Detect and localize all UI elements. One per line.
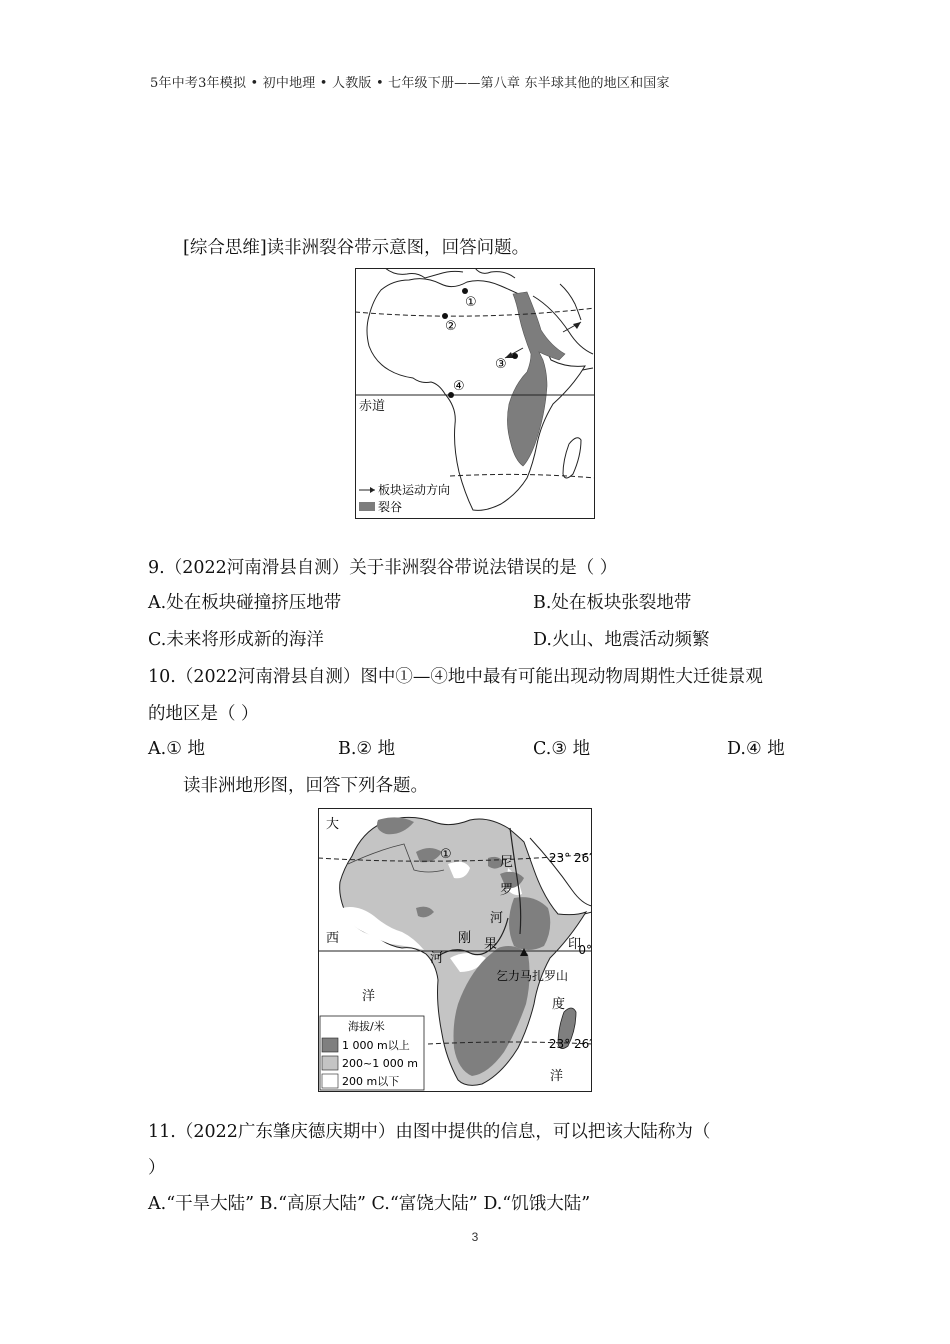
legend-arrow-label: 板块运动方向 xyxy=(378,483,451,497)
intro-terrain-map: 读非洲地形图，回答下列各题。 xyxy=(183,776,428,796)
intro-rift-map: [综合思维]读非洲裂谷带示意图，回答问题。 xyxy=(183,238,530,258)
marker-label-1: ① xyxy=(465,295,477,310)
terrain-map xyxy=(318,808,592,1092)
marker-label-3: ③ xyxy=(495,357,507,372)
marker-dot-1 xyxy=(462,288,468,294)
marker-dot-3 xyxy=(512,353,518,359)
q9-option-b[interactable]: B.处在板块张裂地带 xyxy=(533,593,692,613)
equator-label: 赤道 xyxy=(359,399,386,414)
q11-stem-line2: ） xyxy=(148,1158,166,1178)
congo-char-3: 河 xyxy=(430,951,444,966)
atlantic-char-2: 西 xyxy=(326,931,340,946)
q9-option-d[interactable]: D.火山、地震活动频繁 xyxy=(533,630,710,650)
lat-tropic-north: 23° 26′ xyxy=(548,851,592,865)
q11-stem-line1: 11.（2022广东肇庆德庆期中）由图中提供的信息，可以把该大陆称为（ xyxy=(148,1122,711,1142)
atlantic-char-3: 洋 xyxy=(362,989,376,1004)
nile-char-1: 尼 xyxy=(500,855,514,870)
page-number: 3 xyxy=(471,1230,479,1244)
legend-low: 200 m以下 xyxy=(342,1075,400,1088)
marker-label-2: ② xyxy=(445,319,457,334)
q10-stem-line1: 10.（2022河南滑县自测）图中①—④地中最有可能出现动物周期性大迁徙景观 xyxy=(148,667,763,687)
q10-option-b[interactable]: B.② 地 xyxy=(338,739,396,759)
legend-rift-label: 裂谷 xyxy=(378,500,403,514)
q9-stem: 9.（2022河南滑县自测）关于非洲裂谷带说法错误的是（ ） xyxy=(148,558,618,578)
q10-option-c[interactable]: C.③ 地 xyxy=(533,739,591,759)
legend-high: 1 000 m以上 xyxy=(342,1039,410,1052)
page-header: 5年中考3年模拟 • 初中地理 • 人教版 • 七年级下册——第八章 东半球其他的地区和国家 xyxy=(150,76,670,91)
indian-char-3: 洋 xyxy=(550,1069,564,1084)
nile-char-3: 河 xyxy=(490,911,504,926)
q10-stem-line2: 的地区是（ ） xyxy=(148,704,259,724)
congo-char-2: 果 xyxy=(484,937,498,952)
q11-options[interactable]: A.“干旱大陆” B.“高原大陆” C.“富饶大陆” D.“饥饿大陆” xyxy=(148,1194,591,1214)
high-ethiopian xyxy=(509,897,550,950)
q10-option-d[interactable]: D.④ 地 xyxy=(727,739,785,759)
marker-label-4: ④ xyxy=(453,379,465,394)
indian-char-1: 印 xyxy=(568,937,582,952)
kilimanjaro-label: 乞力马扎罗山 xyxy=(496,969,569,983)
legend-rift-swatch xyxy=(359,502,375,511)
atlantic-char-1: 大 xyxy=(326,817,340,832)
q10-option-a[interactable]: A.① 地 xyxy=(148,739,205,759)
legend-mid: 200~1 000 m xyxy=(342,1057,418,1070)
lat-equator: 0° xyxy=(578,943,592,957)
indian-char-2: 度 xyxy=(552,997,566,1012)
rift-valley-map xyxy=(355,268,595,519)
q9-option-c[interactable]: C.未来将形成新的海洋 xyxy=(148,630,324,650)
lat-tropic-south: 23° 26′ xyxy=(548,1037,592,1051)
nile-char-2: 罗 xyxy=(500,883,514,898)
terrain-marker-1: ① xyxy=(440,847,452,862)
legend-title: 海拔/米 xyxy=(348,1020,385,1033)
q9-option-a[interactable]: A.处在板块碰撞挤压地带 xyxy=(148,593,342,613)
congo-char-1: 刚 xyxy=(458,931,472,946)
